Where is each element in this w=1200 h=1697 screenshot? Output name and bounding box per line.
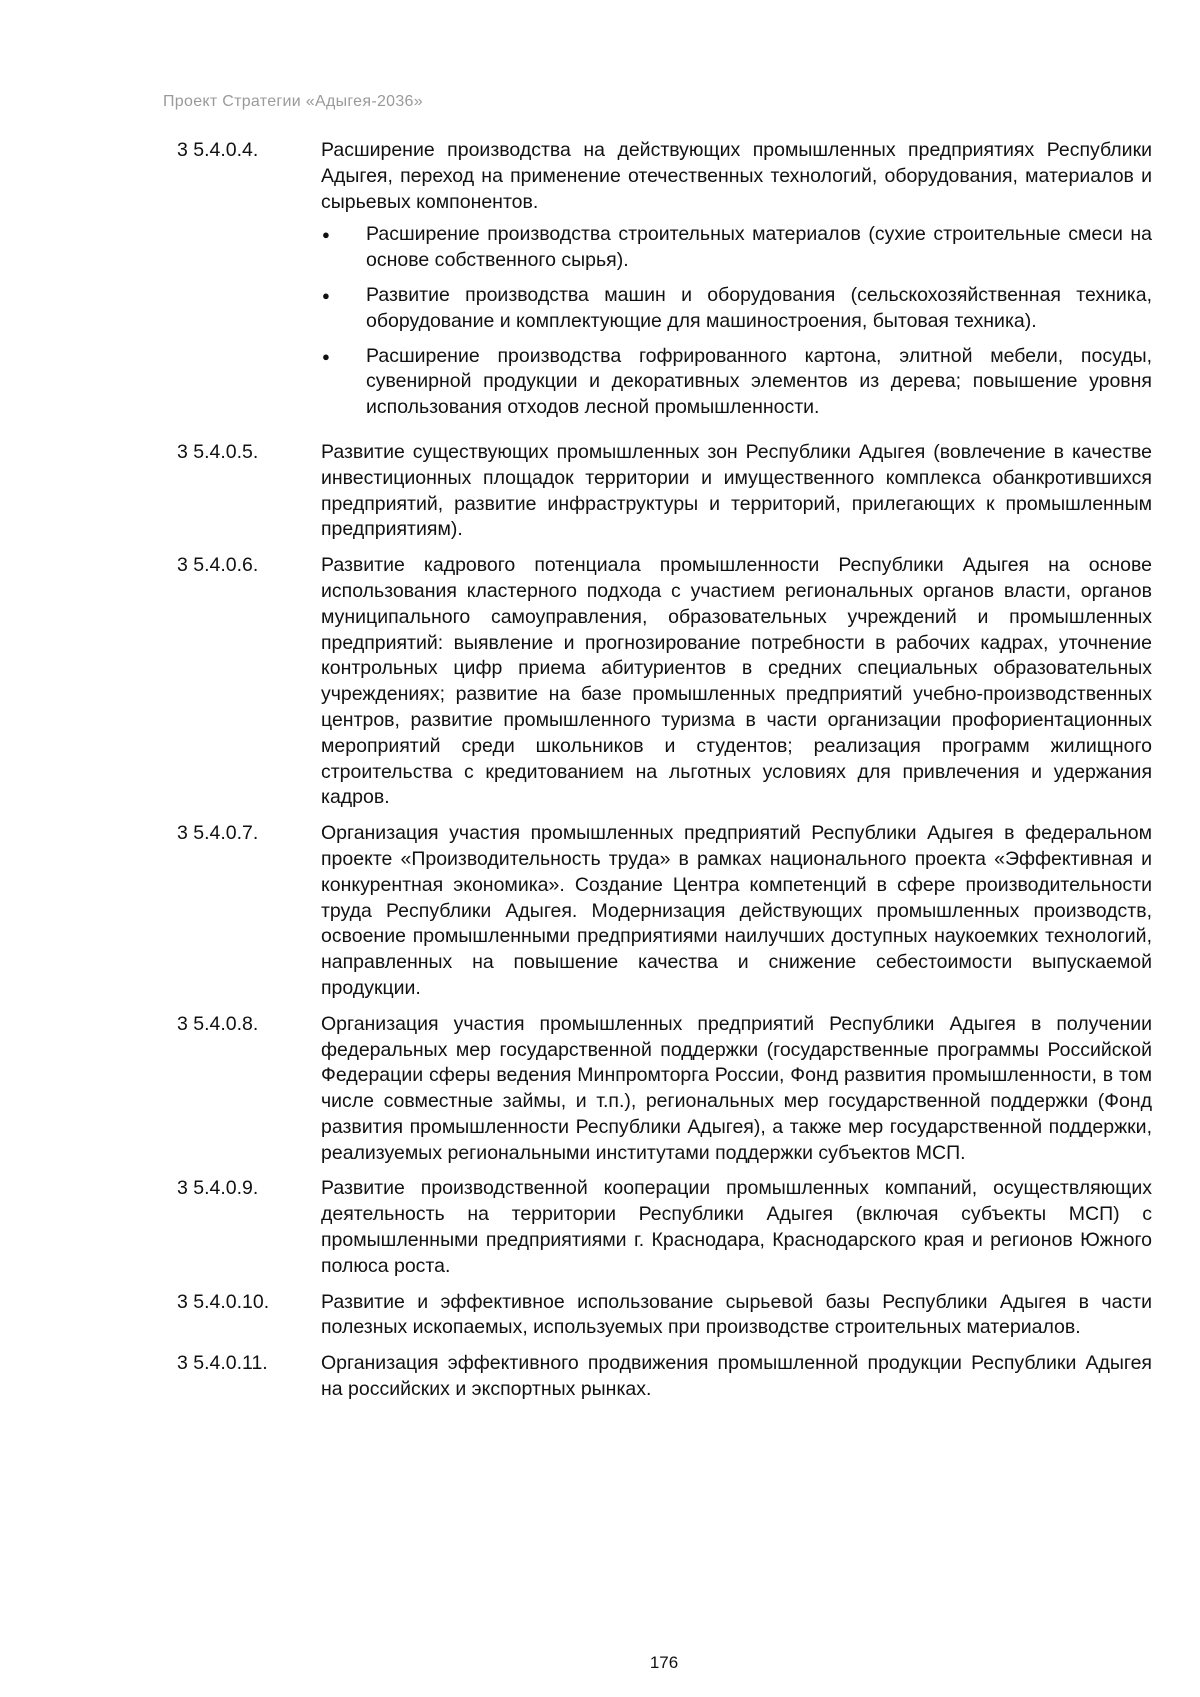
bullet-text: Расширение производства строительных материалов (сухие строительные смеси на основе собственного сырья). [366,223,1152,272]
list-item [177,138,1152,430]
item-number: 3 5.4.0.5. [177,440,259,463]
item-body [321,1290,1152,1342]
measures-list [177,138,1152,1413]
item-text: Организация эффективного продвижения промышленной продукции Республики Адыгея на российских и экспортных рынках. [321,1352,1152,1401]
item-number: 3 5.4.0.6. [177,554,259,577]
list-item [177,440,1152,543]
item-body [321,1351,1152,1403]
item-body [321,553,1152,811]
item-number: 3 5.4.0.8. [177,1012,259,1035]
bullet-item [321,222,1152,274]
item-body [321,821,1152,1002]
bullet-text: Развитие производства машин и оборудования (сельскохозяйственная техника, оборудование и комплектующие для машиностроения, бытовая техника). [366,283,1152,332]
page-footer [0,1653,1200,1673]
item-body [321,1176,1152,1279]
item-text: Развитие кадрового потенциала промышленности Республики Адыгея на основе использования кластерного подхода с участием региональных органов власти, органов муниципального самоуправления, образовательных учреждений и промышленных предприятий: выявление и прогнозирование потребности в рабочих кадрах, уточнение контрольных цифр приема абитуриентов в средних специальных образовательных учреждениях; развитие на базе промышленных предприятий учебно-производственных центров, развитие промышленного туризма в части организации профориентационных мероприятий среди школьников и студентов; реализация программ жилищного строительства с кредитованием на льготных условиях для привлечения и удержания кадров. [321,554,1152,809]
item-number: 3 5.4.0.11. [177,1352,268,1375]
running-header: Проект Стратегии «Адыгея-2036» [163,93,423,110]
item-body [321,138,1152,430]
item-body [321,440,1152,543]
item-number: 3 5.4.0.4. [177,139,259,161]
item-text: Развитие производственной кооперации промышленных компаний, осуществляющих деятельность на территории Республики Адыгея (включая субъекты МСП) с промышленными предприятиями г. Краснодара, Краснодарского края и регионов Южного полюса роста. [321,1177,1152,1277]
bullet-icon: ● [322,287,330,303]
item-text: Организация участия промышленных предприятий Республики Адыгея в федеральном проекте «Производительность труда» в рамках национального проекта «Эффективная и конкурентная экономика». Создание Центра компетенций в сфере производительности труда Республики Адыгея. Модернизация действующих промышленных производств, освоение промышленными предприятиями наилучших доступных наукоемких технологий, направленных на повышение качества и снижение себестоимости выпускаемой продукции. [321,822,1152,999]
list-item [177,1176,1152,1279]
item-text: Организация участия промышленных предприятий Республики Адыгея в получении федеральных мер государственной поддержки (государственные программы Российской Федерации сферы ведения Минпромторга России, Фонд развития промышленности, в том числе совместные займы, и т.п.), региональных мер государственной поддержки (Фонд развития промышленности Республики Адыгея), а также мер государственной поддержки, реализуемых региональными институтами поддержки субъектов МСП. [321,1012,1152,1164]
bullet-item [321,283,1152,335]
item-body [321,1012,1152,1167]
bullet-item [321,344,1152,421]
item-text: Расширение производства на действующих промышленных предприятиях Республики Адыгея, переход на применение отечественных технологий, оборудования, материалов и сырьевых компонентов. [321,139,1152,213]
page-number: 176 [649,1653,679,1672]
list-item [177,1351,1152,1403]
item-number: 3 5.4.0.10. [177,1290,270,1313]
list-item [177,821,1152,1002]
list-item [177,1290,1152,1342]
bullet-icon: ● [322,348,330,364]
bullet-icon: ● [322,227,330,243]
item-text: Развитие и эффективное использование сырьевой базы Республики Адыгея в части полезных ископаемых, используемых при производстве строительных материалов. [321,1290,1152,1339]
list-item [177,553,1152,811]
item-text: Развитие существующих промышленных зон Республики Адыгея (вовлечение в качестве инвестиционных площадок территории и имущественного комплекса обанкротившихся предприятий, развитие инфраструктуры и территорий, прилегающих к промышленным предприятиям). [321,440,1152,541]
item-number: 3 5.4.0.9. [177,1177,259,1200]
bullet-text: Расширение производства гофрированного картона, элитной мебели, посуды, сувенирной продукции и декоративных элементов из дерева; повышение уровня использования отходов лесной промышленности. [366,344,1152,419]
list-item [177,1012,1152,1167]
item-number: 3 5.4.0.7. [177,822,259,845]
bullet-list [321,222,1152,421]
